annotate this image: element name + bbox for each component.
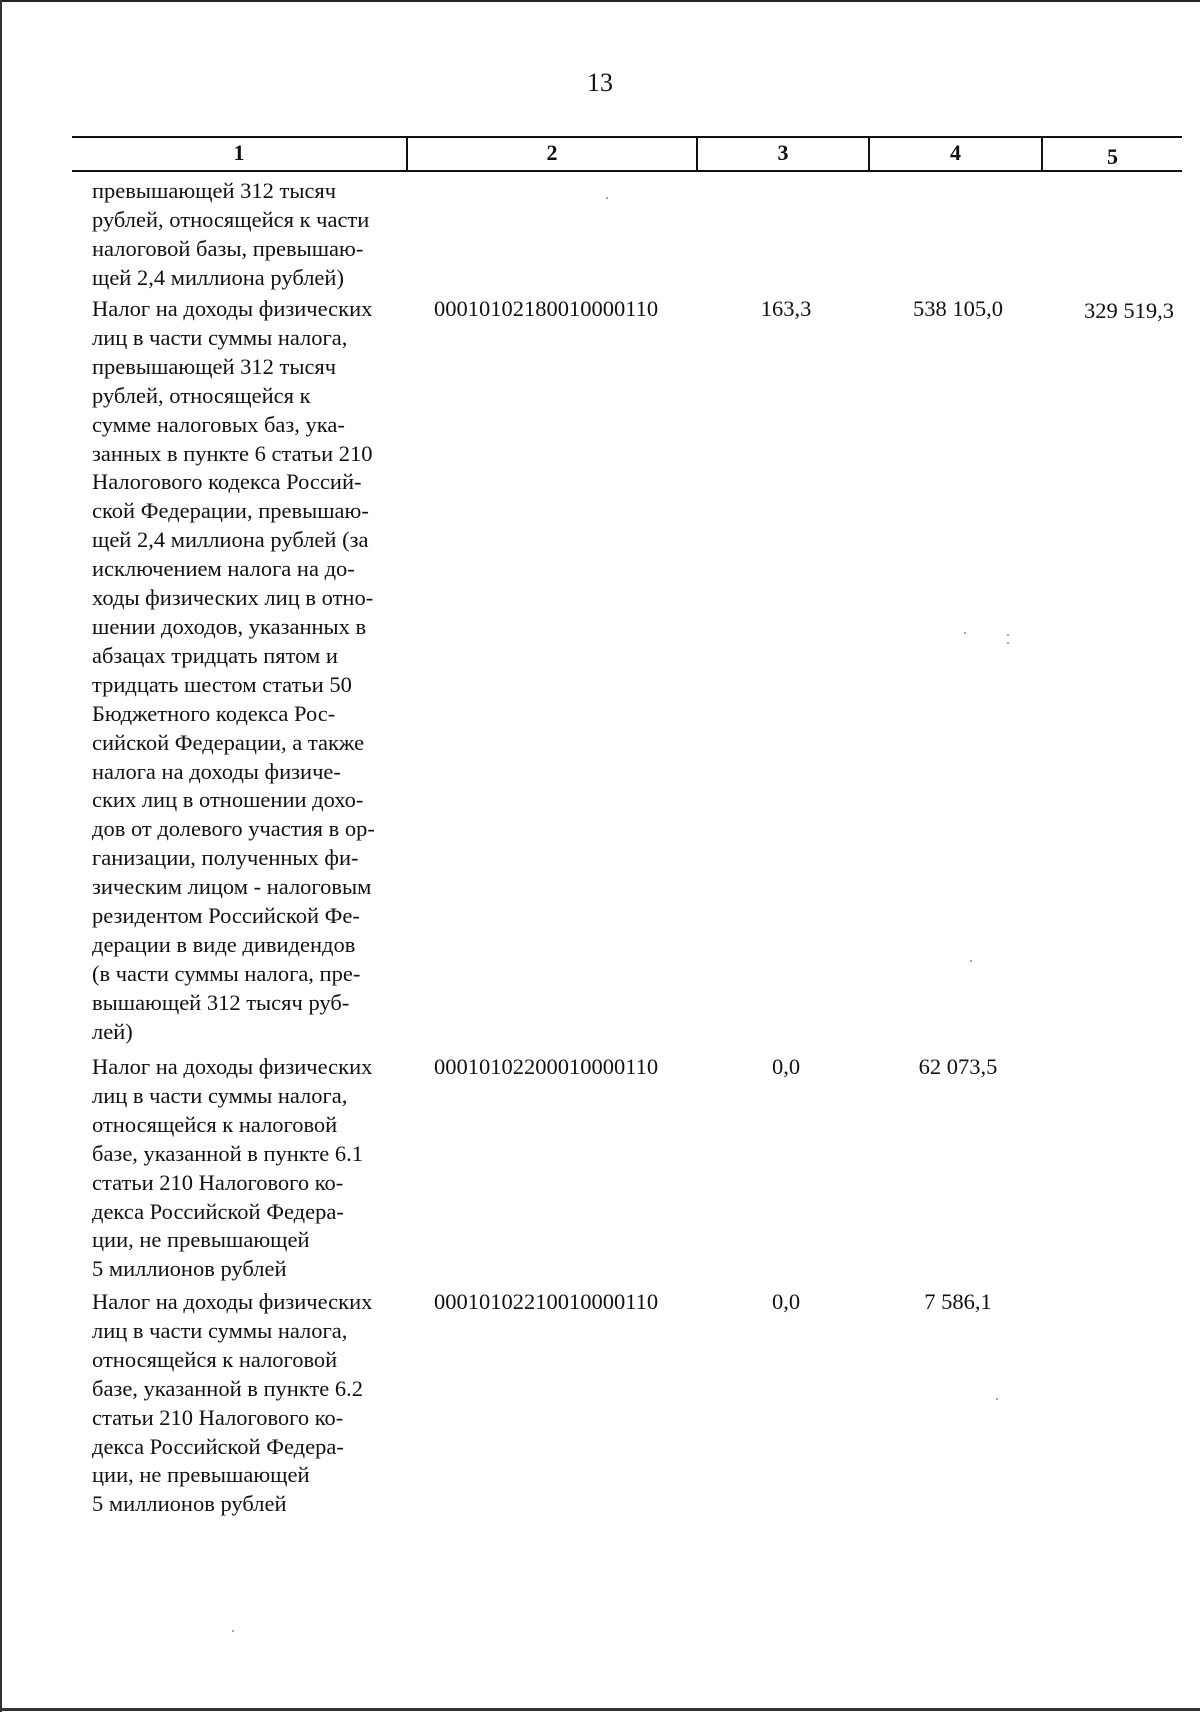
table-row-description: Налог на доходы физических лиц в части суммы налога, относящейся к налоговой базе, указанной в пункте 6.1 статьи 210 Налогового ко- декса Российской Федера- ции, не превышающей 5 миллионов рублей: [92, 1054, 373, 1282]
table-row-col4: 7 586,1: [924, 1289, 992, 1314]
table-row-code: 00010102200010000110: [434, 1054, 659, 1079]
table-row-code: 00010102180010000110: [434, 296, 659, 321]
table-row-col3: 0,0: [771, 1054, 801, 1079]
table-header-bottom-border: [72, 170, 1182, 172]
table-row-col5: 329 519,3: [1084, 298, 1174, 323]
scan-speck: [1007, 642, 1009, 644]
table-row-col3: 163,3: [760, 296, 812, 321]
table-row-description: Налог на доходы физических лиц в части суммы налога, относящейся к налоговой базе, указанной в пункте 6.2 статьи 210 Налогового ко- декса Российской Федера- ции, не превышающей 5 миллионов рублей: [92, 1289, 373, 1517]
scan-speck: [996, 1398, 998, 1400]
column-header-2: 2: [546, 140, 558, 165]
table-row-col4: 62 073,5: [918, 1054, 998, 1079]
scan-edge-top: [0, 0, 1200, 2]
column-header-3: 3: [777, 140, 789, 165]
scan-edge-bottom: [0, 1708, 1200, 1711]
table-row-code: 00010102210010000110: [434, 1289, 659, 1314]
scan-speck: [606, 197, 608, 199]
scan-speck: [970, 960, 972, 962]
table-header-top-border: [72, 136, 1182, 138]
column-header-5: 5: [1107, 144, 1118, 169]
scan-speck: [1007, 634, 1009, 636]
page-number: 13: [587, 68, 613, 97]
scan-speck: [232, 1630, 234, 1632]
table-row-description: превышающей 312 тысяч рублей, относящейся к части налоговой базы, превышаю- щей 2,4 миллиона рублей): [92, 178, 370, 290]
column-header-1: 1: [233, 140, 245, 165]
scan-speck: [964, 632, 966, 634]
table-row-col3: 0,0: [771, 1289, 801, 1314]
table-row-description: Налог на доходы физических лиц в части суммы налога, превышающей 312 тысяч рублей, относящейся к сумме налоговых баз, ука- занных в пункте 6 статьи 210 Налогового кодекса Россий- ской Федерации, превышаю- щей 2,4 миллиона рублей (за исключением налога на до- ходы физических лиц в отно- шении доходов, указанных в абзацах тридцать пятом и тридцать шестом статьи 50 Бюджетного кодекса Рос- сийской Федерации, а также налога на доходы физиче- ских лиц в отношении дохо- дов от долевого участия в ор- ганизации, полученных фи- зическим лицом - налоговым резидентом Российской Фе- дерации в виде дивидендов (в части суммы налога, пре- вышающей 312 тысяч руб- лей): [92, 296, 375, 1044]
table-row-col4: 538 105,0: [913, 296, 1003, 321]
column-header-4: 4: [950, 140, 961, 165]
scan-edge-left: [0, 0, 2, 1712]
